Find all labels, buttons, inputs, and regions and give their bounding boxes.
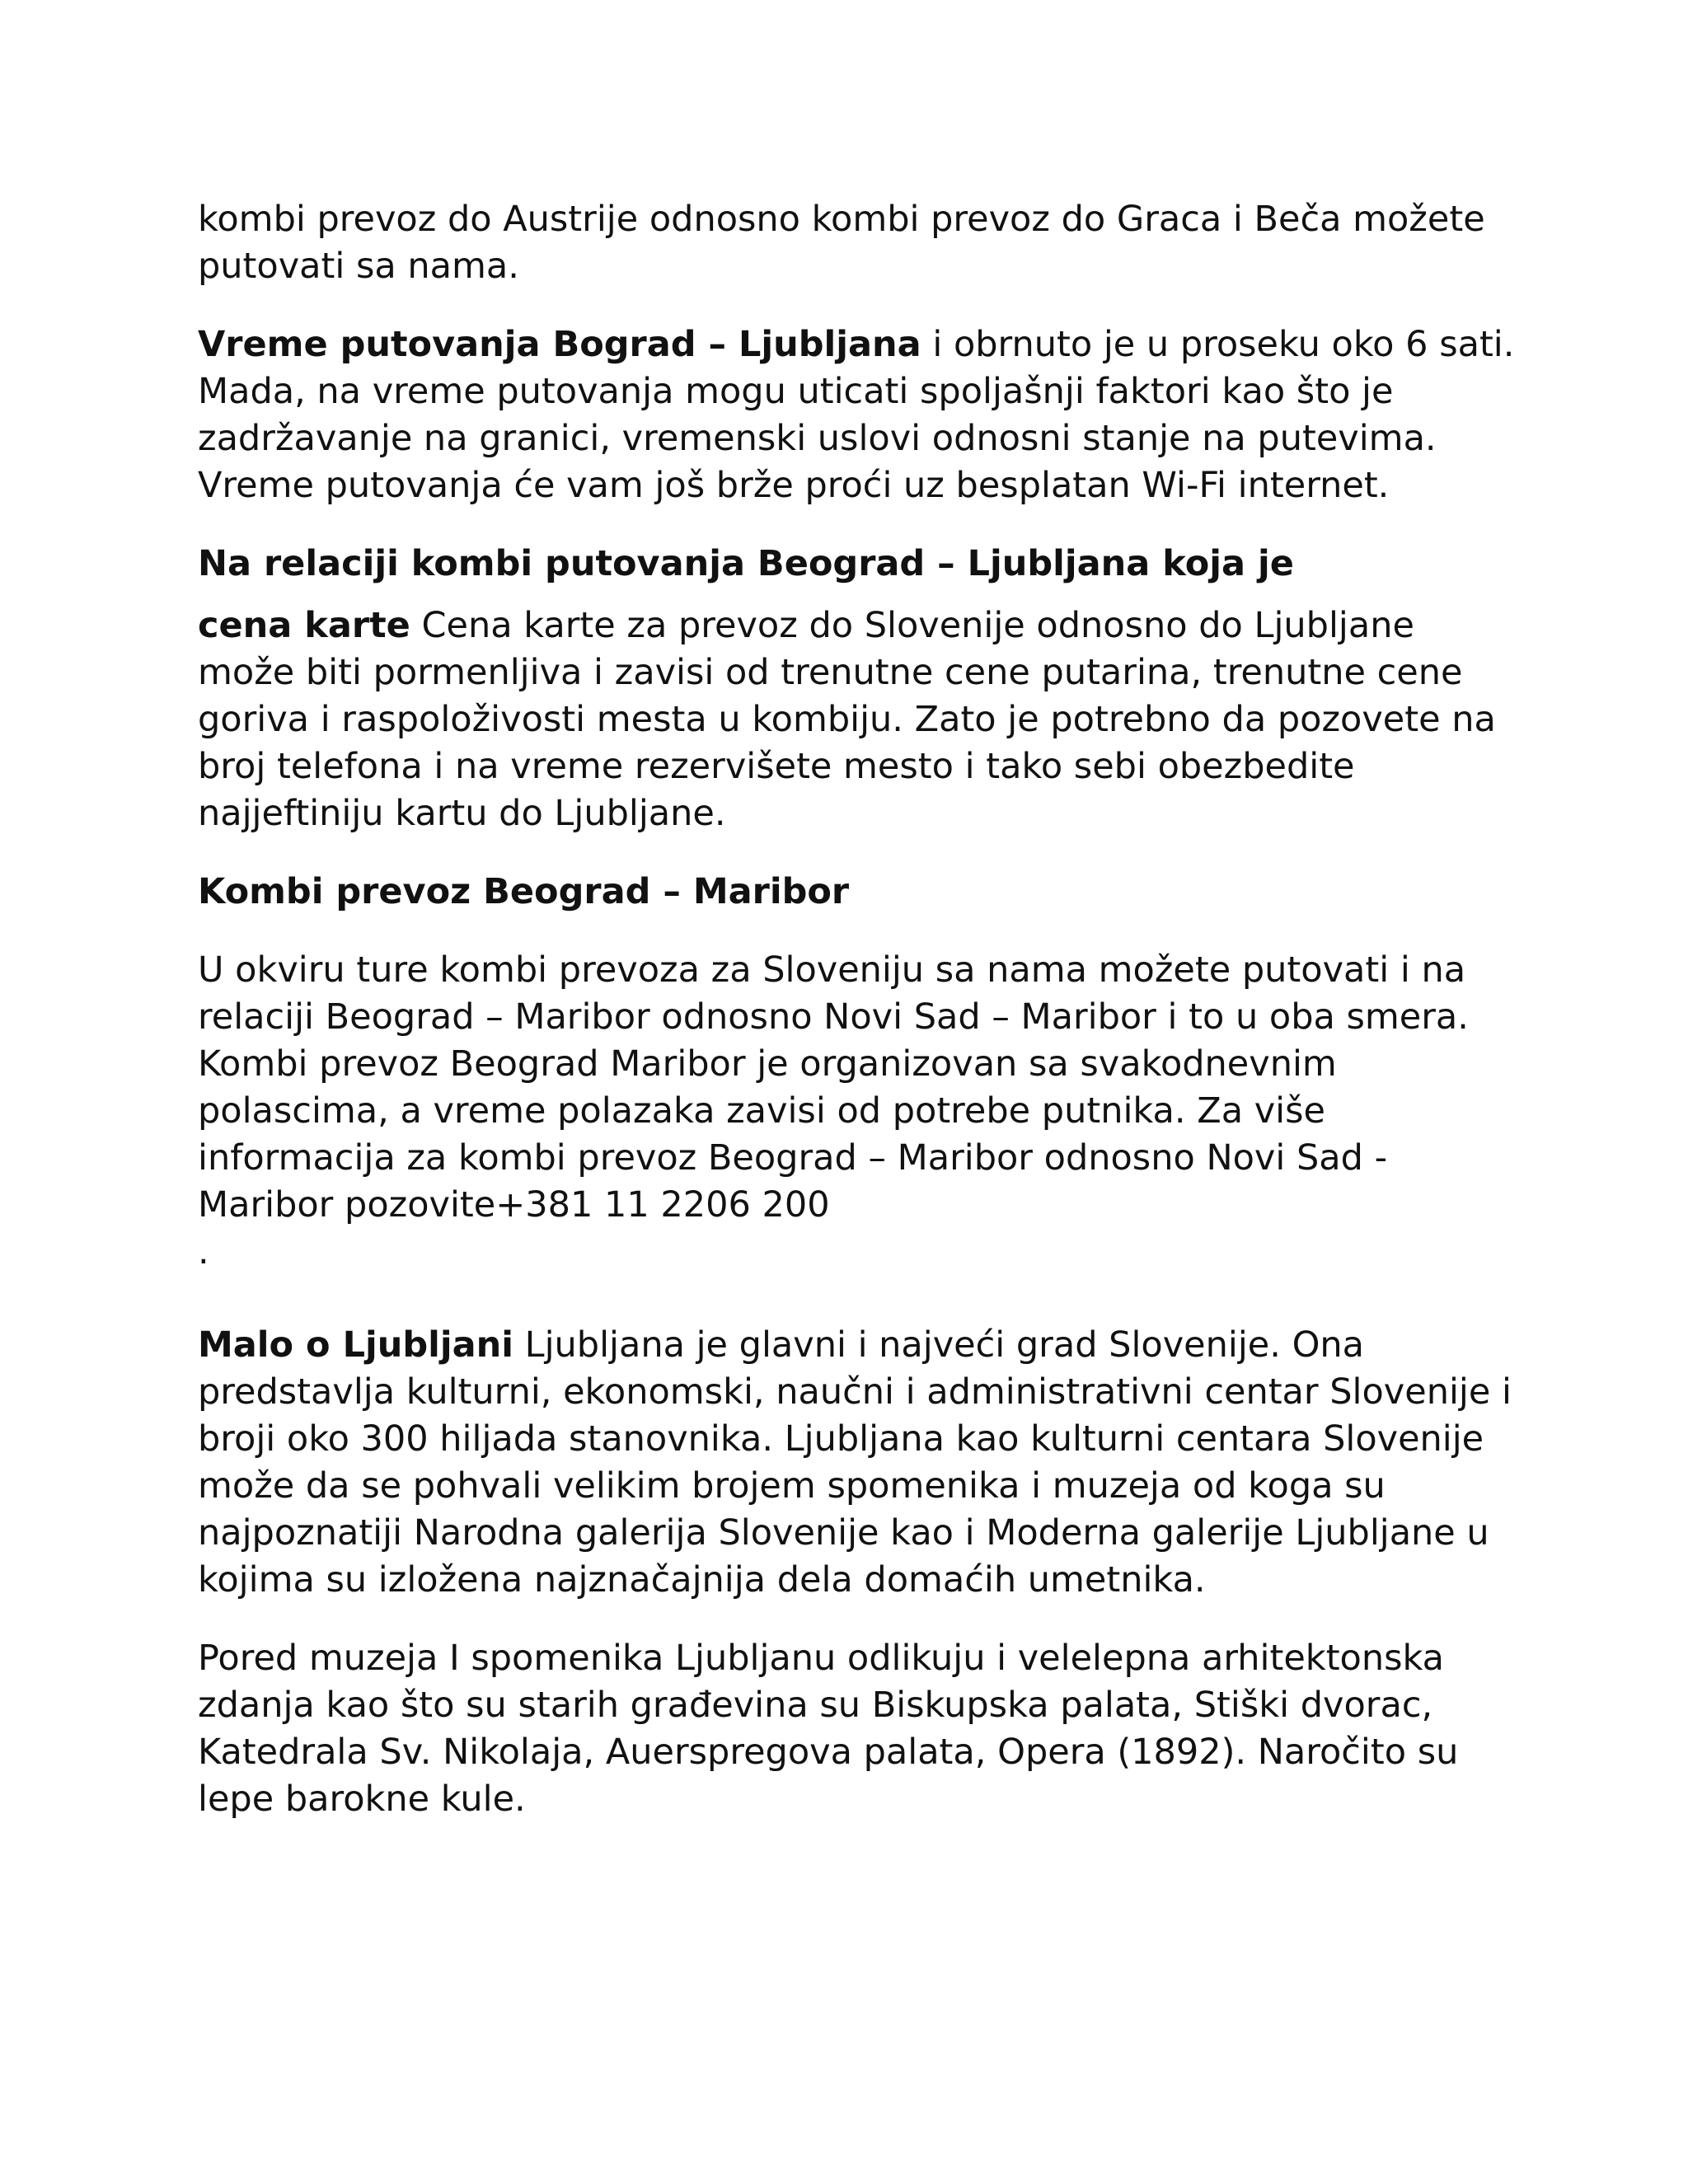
paragraph-text: Cena karte za prevoz do Slovenije odnosno do Ljubljane može biti pormenljiva i zavisi od trenutne cene putarina, trenutne cene goriva i raspoloživosti mesta u kombiju. Zato je potrebno da pozovete na broj telefona i na vreme rezervišete mesto i tako sebi obezbedite najjeftiniju kartu do Ljubljane.	[198, 605, 1496, 834]
document-page	[198, 196, 1517, 1823]
paragraph-text: U okviru ture kombi prevoza za Sloveniju sa nama možete putovati i na relaciji Beograd – Maribor odnosno Novi Sad – Maribor i to u oba smera. Kombi prevoz Beograd Maribor je organizovan sa svakodnevnim polascima, a vreme polazaka zavisi od potrebe putnika. Za više informacija za kombi prevoz Beograd – Maribor odnosno Novi Sad -Maribor pozovite+381 11 2206 200	[198, 949, 1469, 1226]
paragraph-text: kombi prevoz do Austrije odnosno kombi prevoz do Graca i Beča možete putovati sa nama.	[198, 199, 1485, 287]
about-ljubljana-heading: Malo o Ljubljani	[198, 1324, 513, 1366]
paragraph-maribor-transport	[198, 947, 1517, 1276]
paragraph-ticket-price	[198, 541, 1517, 837]
ticket-price-heading-end: cena karte	[198, 605, 410, 646]
travel-time-heading: Vreme putovanja Bograd – Ljubljana	[198, 324, 921, 365]
paragraph-text: Pored muzeja I spomenika Ljubljanu odlikuju i velelepna arhitektonska zdanja kao što su starih građevina su Biskupska palata, Stiški dvorac, Katedrala Sv. Nikolaja, Auerspregova palata, Opera (1892). Naročito su lepe barokne kule.	[198, 1638, 1459, 1820]
paragraph-architecture	[198, 1635, 1517, 1823]
paragraph-austria-transport	[198, 196, 1517, 290]
paragraph-travel-time	[198, 321, 1517, 509]
paragraph-text: i obrnuto je u proseku oko 6 sati. Mada, na vreme putovanja mogu uticati spoljašnji faktori kao što je zadržavanje na granici, vremenski uslovi odnosni stanje na putevima. Vreme putovanja će vam još brže proći uz besplatan Wi-Fi internet.	[198, 324, 1515, 506]
heading-maribor: Kombi prevoz Beograd – Maribor	[198, 871, 850, 912]
ticket-price-heading: Na relaciji kombi putovanja Beograd – Ljubljana koja je	[198, 543, 1294, 584]
paragraph-about-ljubljana	[198, 1322, 1517, 1604]
paragraph-text: Ljubljana je glavni i najveći grad Slovenije. Ona predstavlja kulturni, ekonomski, naučni i administrativni centar Slovenije i broji oko 300 hiljada stanovnika. Ljubljana kao kulturni centara Slovenije može da se pohvali velikim brojem spomenika i muzeja od koga su najpoznatiji Narodna galerija Slovenije kao i Moderna galerije Ljubljane u kojima su izložena najznačajnija dela domaćih umetnika.	[198, 1324, 1512, 1601]
paragraph-end-dot: .	[198, 1231, 209, 1272]
